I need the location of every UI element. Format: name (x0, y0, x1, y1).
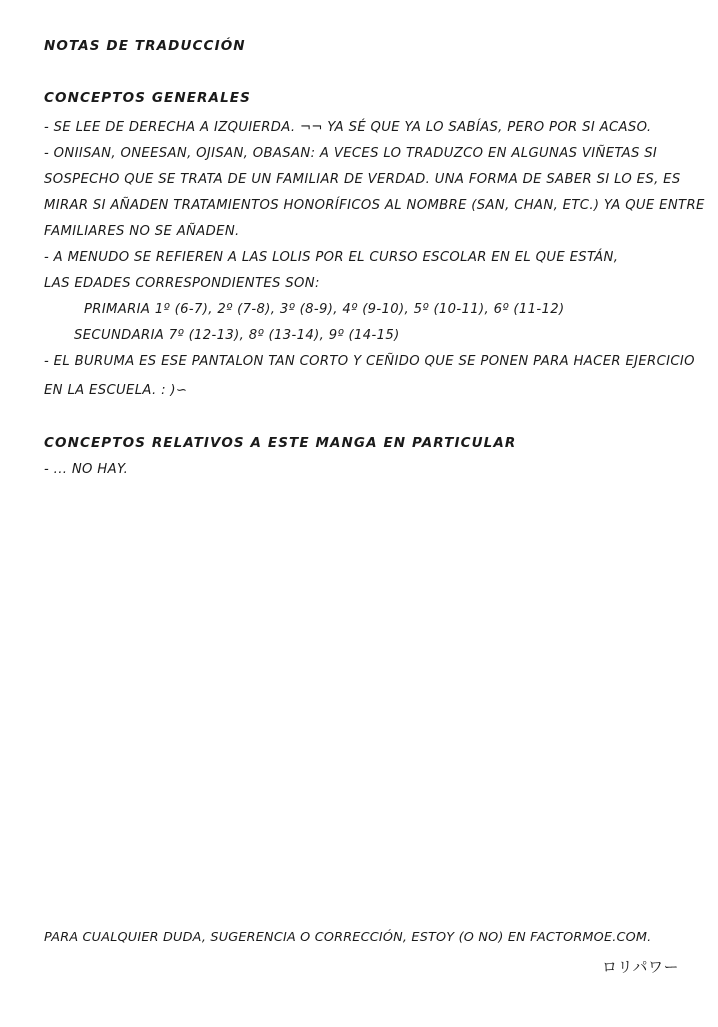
section-heading-general: CONCEPTOS GENERALES (44, 90, 251, 106)
note-line: EN LA ESCUELA. : )∽ (44, 383, 188, 398)
note-line: FAMILIARES NO SE AÑADEN. (44, 224, 240, 239)
signature: ロリパワー (602, 958, 680, 976)
note-line: SOSPECHO QUE SE TRATA DE UN FAMILIAR DE VERDAD. UNA FORMA DE SABER SI LO ES, ES (44, 172, 681, 187)
section-heading-particular: CONCEPTOS RELATIVOS A ESTE MANGA EN PARTICULAR (44, 435, 517, 451)
note-line: - ONIISAN, ONEESAN, OJISAN, OBASAN: A VECES LO TRADUZCO EN ALGUNAS VIÑETAS SI (44, 146, 658, 161)
page-title: NOTAS DE TRADUCCIÓN (44, 38, 246, 54)
note-line: - ... NO HAY. (44, 462, 129, 477)
note-line: - EL BURUMA ES ESE PANTALON TAN CORTO Y CEÑIDO QUE SE PONEN PARA HACER EJERCICIO (44, 354, 695, 369)
footer-contact: PARA CUALQUIER DUDA, SUGERENCIA O CORRECCIÓN, ESTOY (O NO) EN FACTORMOE.COM. (44, 930, 652, 945)
note-line: MIRAR SI AÑADEN TRATAMIENTOS HONORÍFICOS AL NOMBRE (SAN, CHAN, ETC.) YA QUE ENTRE (44, 198, 705, 213)
note-line: - SE LEE DE DERECHA A IZQUIERDA. ¬¬ YA SÉ QUE YA LO SABÍAS, PERO POR SI ACASO. (44, 120, 652, 135)
age-table-primaria: PRIMARIA 1º (6-7), 2º (7-8), 3º (8-9), 4º (9-10), 5º (10-11), 6º (11-12) (84, 302, 565, 317)
age-table-secundaria: SECUNDARIA 7º (12-13), 8º (13-14), 9º (14-15) (74, 328, 400, 343)
note-line: - A MENUDO SE REFIEREN A LAS LOLIS POR EL CURSO ESCOLAR EN EL QUE ESTÁN, (44, 250, 619, 265)
note-line: LAS EDADES CORRESPONDIENTES SON: (44, 276, 320, 291)
